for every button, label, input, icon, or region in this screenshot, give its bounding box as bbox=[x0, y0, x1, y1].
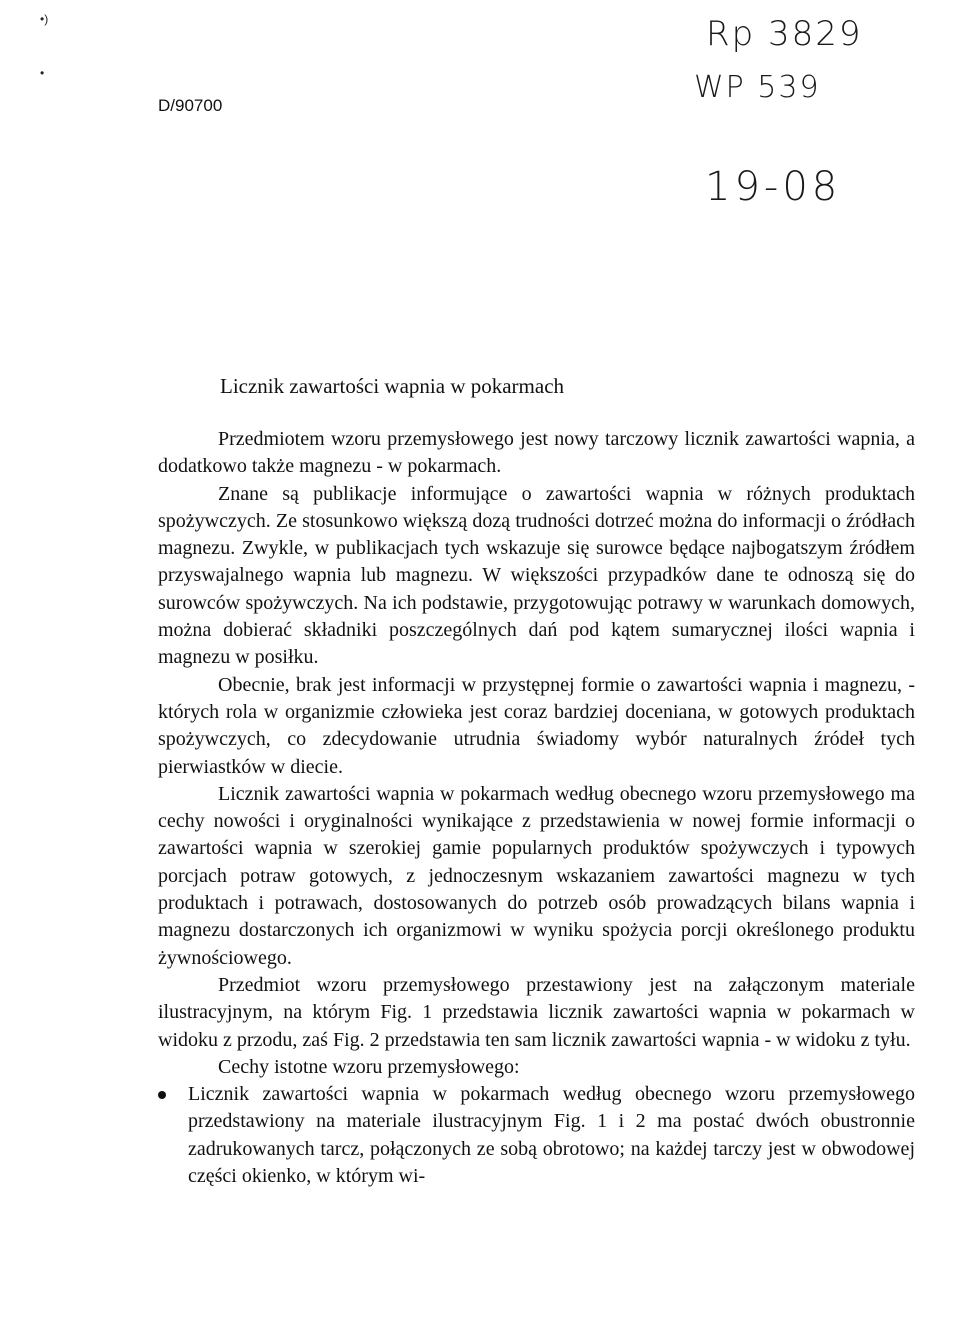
document-body bbox=[158, 426, 915, 1190]
list-item bbox=[158, 1081, 915, 1190]
paragraph: Przedmiotem wzoru przemysłowego jest nowy tarczowy licznik zawartości wapnia, a dodatkowo także magnezu - w pokarmach. bbox=[158, 428, 915, 478]
handwritten-date: 19-08 bbox=[705, 164, 842, 210]
handwritten-reference-wp: WP 539 bbox=[694, 70, 821, 105]
handwritten-reference-rp: Rp 3829 bbox=[706, 14, 863, 54]
document-title: Licznik zawartości wapnia w pokarmach bbox=[220, 374, 565, 398]
paragraph: Przedmiot wzoru przemysłowego przestawiony jest na załączonym materiale ilustracyjnym, na którym Fig. 1 przedstawia licznik zawartości wapnia w pokarmach w widoku z przodu, zaś Fig. 2 przedstawia ten sam licznik zawartości wapnia - w widoku z tyłu. bbox=[158, 973, 915, 1051]
document-id: D/90700 bbox=[158, 96, 223, 115]
bullet-icon bbox=[158, 1091, 166, 1099]
scan-mark: •) bbox=[40, 12, 49, 26]
features-list bbox=[158, 1081, 915, 1190]
paragraph: Znane są publikacje informujące o zawartości wapnia w różnych produktach spożywczych. Ze stosunkowo większą dozą trudności dotrzeć można do informacji o źródłach magnezu. Zwykle, w publikacjach tych wskazuje się surowce będące najbogatszym źródłem przyswajalnego wapnia lub magnezu. W większości przypadków dane te odnoszą się do surowców spożywczych. Na ich podstawie, przygotowując potrawy w warunkach domowych, można dobierać składniki poszczególnych dań pod kątem sumarycznej ilości wapnia i magnezu w posiłku. bbox=[158, 482, 915, 669]
paragraph: Licznik zawartości wapnia w pokarmach według obecnego wzoru przemysłowego ma cechy nowości i oryginalności wynikające z przedstawienia w nowej formie informacji o zawartości wapnia w szerokiej gamie popularnych produktów spożywczych i typowych porcjach potraw gotowych, z jednoczesnym wskazaniem zawartości magnezu w tych produktach i potrawach, dostosowanych do potrzeb osób prowadzących bilans wapnia i magnezu dostarczonych ich organizmowi w wyniku spożycia porcji określonego produktu żywnościowego. bbox=[158, 782, 915, 969]
scan-mark: • bbox=[40, 66, 45, 80]
paragraph: Obecnie, brak jest informacji w przystępnej formie o zawartości wapnia i magnezu, - których rola w organizmie człowieka jest coraz bardziej doceniana, w gotowych produktach spożywczych, co zdecydowanie utrudnia świadomy wybór naturalnych źródeł tych pierwiastków w diecie. bbox=[158, 673, 915, 778]
list-item-text: Licznik zawartości wapnia w pokarmach według obecnego wzoru przemysłowego przedstawiony na materiale ilustracyjnym Fig. 1 i 2 ma postać dwóch obustronnie zadrukowanych tarcz, połączonych ze sobą obrotowo; na każdej tarczy jest w obwodowej części okienko, w którym wi- bbox=[188, 1083, 915, 1188]
paragraph: Cechy istotne wzoru przemysłowego: bbox=[218, 1055, 520, 1078]
